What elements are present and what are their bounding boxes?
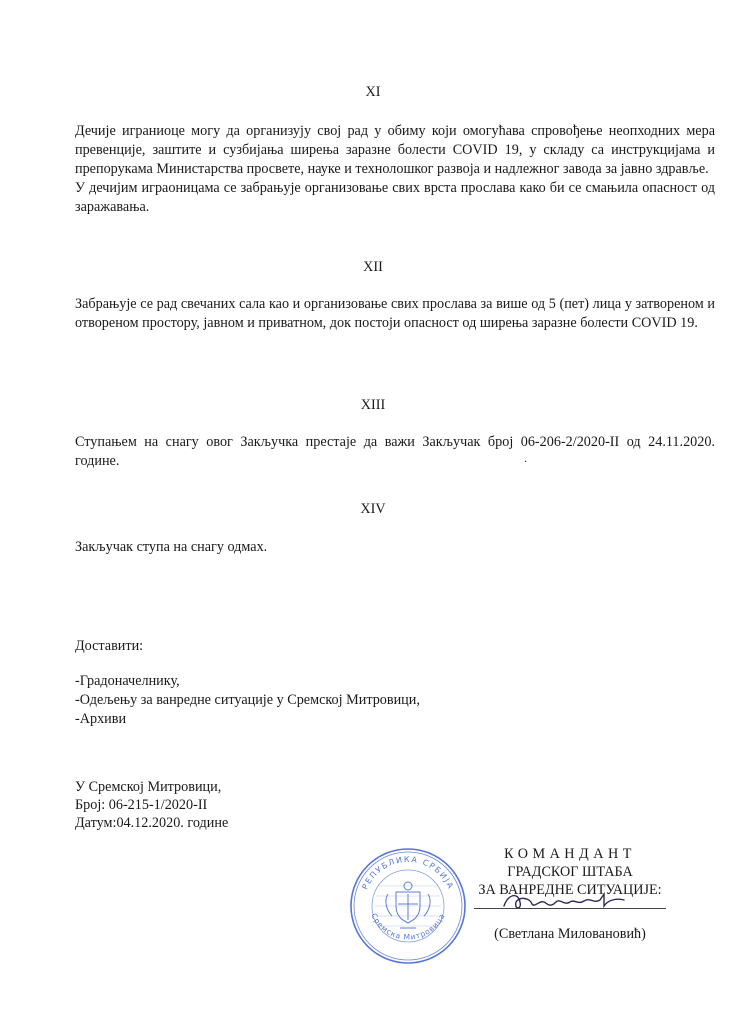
section-xi-paragraph-2: У дечијим играоницама се забрањује организовање свих врста прослава како би се смањила опасност од заражавања. [75, 180, 715, 215]
section-xiii-paragraph: Ступањем на снагу овог Закључка престаје да важи Закључак број 06-206-2/2020-II од 24.11.2020. године. [75, 434, 715, 469]
delivery-item: -Градоначелнику, [75, 673, 180, 689]
seal-bottom-text: Сремска Митровица [369, 911, 447, 942]
delivery-item: -Одељењу за ванредне ситуације у Сремској Митровици, [75, 692, 420, 708]
stray-dot: . [524, 451, 527, 465]
commander-name: (Светлана Миловановић) [494, 926, 646, 942]
section-xi-body [75, 122, 715, 217]
signature-line [474, 908, 666, 909]
footer-place: У Сремској Митровици, [75, 779, 222, 795]
section-xiv-paragraph: Закључак ступа на снагу одмах. [75, 539, 268, 555]
section-heading-xi: XI [365, 84, 381, 100]
section-xi-paragraph-1: Дечије играниоце могу да организују свој рад у обиму који омогућава спровођење неопходних мера превенције, заштите и сузбијања ширења заразне болести COVID 19, у складу са инструкцијама и препорукама Министарства просвете, науке и технолошког развоја и надлежног завода за јавно здравље. [75, 123, 715, 177]
section-heading-xiv: XIV [360, 501, 386, 517]
commander-title: КОМАНДАНТ [504, 846, 636, 862]
section-xiii-body [75, 433, 715, 471]
commander-line-2: ГРАДСКОГ ШТАБА [507, 864, 633, 880]
section-heading-xii: XII [363, 259, 383, 275]
seal-top-text: РЕПУБЛИКА СРБИЈА [360, 854, 456, 892]
delivery-item: -Архиви [75, 711, 127, 727]
footer-number: Број: 06-215-1/2020-II [75, 797, 208, 813]
section-xii-body [75, 295, 715, 333]
section-xii-paragraph: Забрањује се рад свечаних сала као и организовање свих прослава за више од 5 (пет) лица у затвореном и отвореном простору, јавном и приватном, док постоји опасност од ширења заразне болести COVID 19. [75, 296, 715, 331]
footer-date: Датум:04.12.2020. године [75, 815, 229, 831]
delivery-title: Доставити: [75, 638, 144, 654]
handwritten-signature [500, 886, 650, 916]
commander-line-3: ЗА ВАНРЕДНЕ СИТУАЦИЈЕ: [478, 882, 662, 898]
official-seal-icon [348, 846, 468, 966]
section-heading-xiii: XIII [360, 397, 386, 413]
